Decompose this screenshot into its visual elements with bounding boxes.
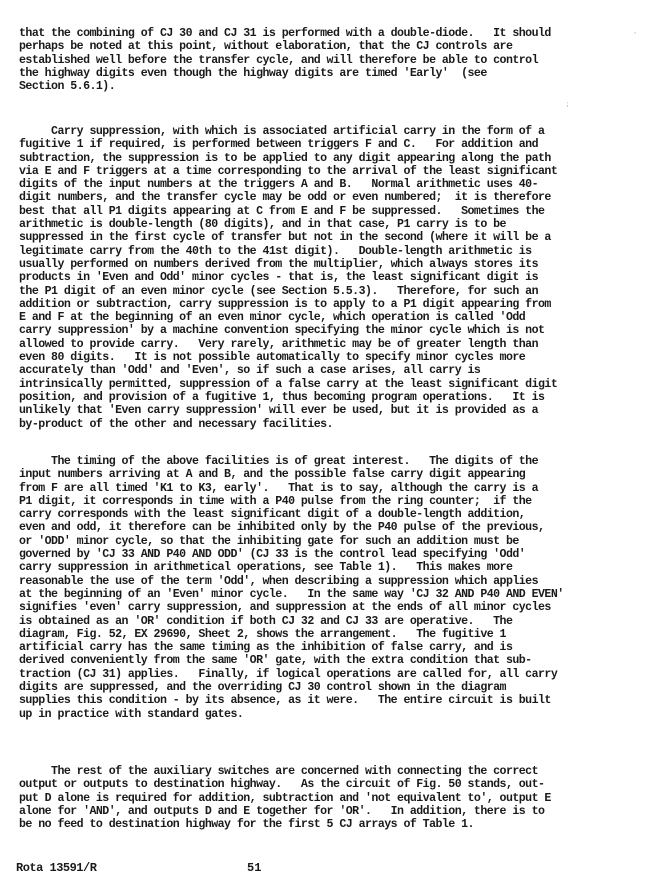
text-line: input numbers arriving at A and B, and the possible false carry digit appearing <box>19 468 526 482</box>
text-line: at the beginning of an 'Even' minor cycle. In the same way 'CJ 32 AND P40 AND EVEN' <box>19 587 564 601</box>
text-line: by-product of the other and necessary facilities. <box>19 417 333 431</box>
text-line: put D alone is required for addition, subtraction and 'not equivalent to', output E <box>19 791 551 805</box>
text-line: fugitive 1 if required, is performed between triggers F and C. For addition and <box>19 138 538 152</box>
text-line: alone for 'AND', and outputs D and E together for 'OR'. In addition, there is to <box>19 804 545 818</box>
text-line: even and odd, it therefore can be inhibited only by the P40 pulse of the previous, <box>19 521 545 535</box>
text-line: digits of the input numbers at the triggers A and B. Normal arithmetic uses 40- <box>19 178 538 192</box>
text-line: supplies this condition - by its absence, as it were. The entire circuit is built <box>19 694 551 708</box>
text-line: Carry suppression, with which is associated artificial carry in the form of a <box>19 125 545 138</box>
text-line: established well before the transfer cycle, and will therefore be able to control <box>19 53 538 67</box>
text-line: products in 'Even and Odd' minor cycles - that is, the least significant digit is <box>19 271 538 285</box>
text-line: position, and provision of a fugitive 1, thus becoming program operations. It is <box>19 390 545 404</box>
text-line: diagram, Fig. 52, EX 29690, Sheet 2, shows the arrangement. The fugitive 1 <box>19 627 506 641</box>
paragraph-auxiliary-switches <box>19 765 644 831</box>
text-line: unlikely that 'Even carry suppression' will ever be used, but it is provided as a <box>19 404 538 418</box>
page-number: 51 <box>247 861 262 875</box>
text-line: signifies 'even' carry suppression, and suppression at the ends of all minor cycles <box>19 601 551 615</box>
text-line: arithmetic is double-length (80 digits), and in that case, P1 carry is to be <box>19 218 506 232</box>
text-line: carry suppression in arithmetical operations, see Table 1). This makes more <box>19 561 513 575</box>
text-line: via E and F triggers at a time corresponding to the arrival of the least significant <box>19 164 558 178</box>
scan-mark: · <box>633 30 638 38</box>
text-line: be no feed to destination highway for the first 5 CJ arrays of Table 1. <box>19 818 474 832</box>
text-line: Section 5.6.1). <box>19 80 116 94</box>
text-line: legitimate carry from the 40th to the 41st digit). Double-length arithmetic is <box>19 244 532 258</box>
text-line: governed by 'CJ 33 AND P40 AND ODD' (CJ 33 is the control lead specifying 'Odd' <box>19 548 526 562</box>
text-line: or 'ODD' minor cycle, so that the inhibiting gate for such an addition must be <box>19 534 519 548</box>
text-line: that the combining of CJ 30 and CJ 31 is performed with a double-diode. It should <box>19 27 551 40</box>
text-line: from F are all timed 'K1 to K3, early'. That is to say, although the carry is a <box>19 481 538 495</box>
text-line: intrinsically permitted, suppression of a false carry at the least significant digit <box>19 377 558 391</box>
text-line: the P1 digit of an even minor cycle (see Section 5.5.3). Therefore, for such an <box>19 284 538 298</box>
text-line: the highway digits even though the highway digits are timed 'Early' (see <box>19 66 487 80</box>
text-line: allowed to provide carry. Very rarely, arithmetic may be of greater length than <box>19 337 538 351</box>
text-line: usually performed on numbers derived from the multiplier, which always stores its <box>19 257 538 271</box>
text-line: digits are suppressed, and the overriding CJ 30 control shown in the diagram <box>19 681 506 695</box>
document-reference: Rota 13591/R <box>16 861 97 875</box>
text-line: carry corresponds with the least significant digit of a double-length addition, <box>19 508 526 522</box>
text-line: digit numbers, and the transfer cycle may be odd or even numbered; it is therefore <box>19 191 551 205</box>
text-line: addition or subtraction, carry suppression is to apply to a P1 digit appearing from <box>19 297 551 311</box>
text-line: accurately than 'Odd' and 'Even', so if such a case arises, all carry is <box>19 364 481 378</box>
paragraph-timing <box>19 455 644 721</box>
text-line: subtraction, the suppression is to be applied to any digit appearing along the path <box>19 151 551 165</box>
text-line: P1 digit, it corresponds in time with a P40 pulse from the ring counter; if the <box>19 494 532 508</box>
text-line: E and F at the beginning of an even minor cycle, which operation is called 'Odd <box>19 311 526 325</box>
text-line: reasonable the use of the term 'Odd', when describing a suppression which applies <box>19 574 538 588</box>
paragraph-1 <box>19 27 644 93</box>
text-line: even 80 digits. It is not possible automatically to specify minor cycles more <box>19 351 526 365</box>
text-line: best that all P1 digits appearing at C from E and F be suppressed. Sometimes the <box>19 204 545 218</box>
text-line: derived conveniently from the same 'OR' gate, with the extra condition that sub- <box>19 654 532 668</box>
text-line: up in practice with standard gates. <box>19 707 244 721</box>
text-line: carry suppression' by a machine convention specifying the minor cycle which is not <box>19 324 545 338</box>
scan-mark: ⁏ <box>566 101 569 109</box>
paragraph-carry-suppression <box>19 125 644 431</box>
text-line: perhaps be noted at this point, without elaboration, that the CJ controls are <box>19 40 513 54</box>
text-line: The timing of the above facilities is of great interest. The digits of the <box>19 455 538 468</box>
text-line: The rest of the auxiliary switches are concerned with connecting the correct <box>19 765 538 778</box>
text-line: suppressed in the first cycle of transfer but not in the second (where it will be a <box>19 231 551 245</box>
text-line: is obtained as an 'OR' condition if both CJ 32 and CJ 33 are operative. The <box>19 614 513 628</box>
text-line: output or outputs to destination highway. As the circuit of Fig. 50 stands, out- <box>19 778 545 792</box>
text-line: artificial carry has the same timing as the inhibition of false carry, and is <box>19 641 513 655</box>
text-line: traction (CJ 31) applies. Finally, if logical operations are called for, all carry <box>19 667 558 681</box>
